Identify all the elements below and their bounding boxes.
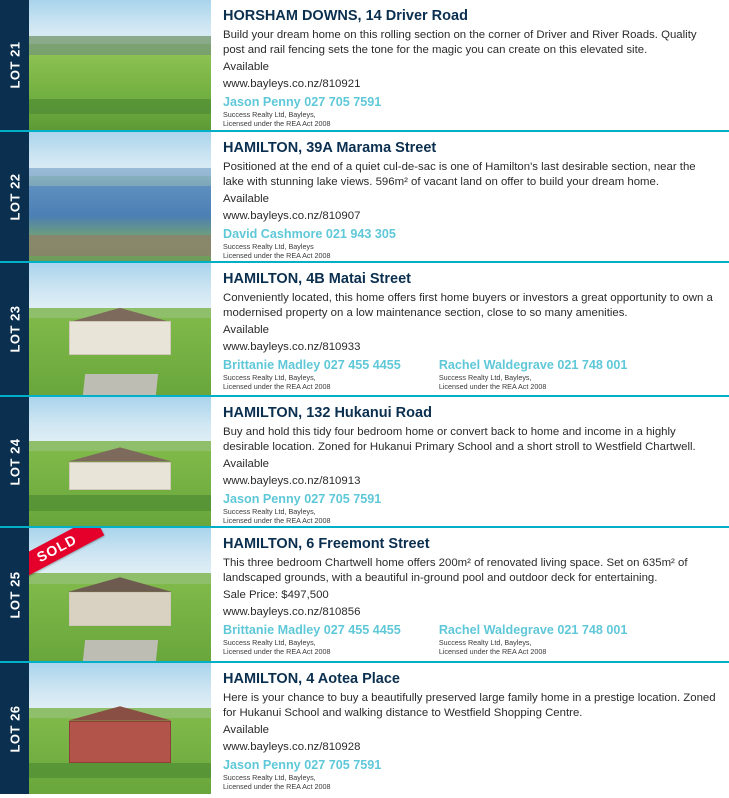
agent[interactable] bbox=[439, 358, 628, 392]
listing-row[interactable] bbox=[0, 132, 729, 263]
listing-availability: Available bbox=[223, 61, 270, 74]
listing-title: HAMILTON, 4 Aotea Place bbox=[223, 671, 400, 687]
agent-licence-line2: Licensed under the REA Act 2008 bbox=[438, 646, 547, 656]
listing-description: Conveniently located, this home offers first home buyers or investors a great opportunity to own a modernised property on a low maintenance section, close to so many amenities. bbox=[223, 291, 713, 320]
agent-licence bbox=[223, 639, 401, 656]
photo-roof bbox=[58, 706, 182, 720]
agent-name[interactable]: David Cashmore 021 943 305 bbox=[223, 226, 396, 241]
agent-licence bbox=[223, 774, 381, 791]
property-photo[interactable] bbox=[29, 397, 211, 526]
agent-licence-line1: Success Realty Ltd, Bayleys, bbox=[438, 373, 532, 383]
property-photo[interactable] bbox=[29, 528, 211, 661]
listing-title: HORSHAM DOWNS, 14 Driver Road bbox=[223, 8, 468, 24]
listing-availability: Available bbox=[223, 724, 270, 737]
listing-description: Build your dream home on this rolling section on the corner of Driver and River Roads. Quality post and rail fencing sets the tone for the magic you can create on this elevated site. bbox=[223, 28, 697, 57]
photo-sky bbox=[29, 263, 211, 308]
listing-row[interactable] bbox=[0, 263, 729, 397]
agent-licence-line1: Success Realty Ltd, Bayleys, bbox=[223, 773, 316, 783]
photo-sky bbox=[29, 663, 211, 708]
agent-list bbox=[223, 623, 719, 657]
agent-name[interactable]: Brittanie Madley 027 455 4455 bbox=[223, 357, 401, 372]
sold-badge: SOLD bbox=[29, 528, 104, 580]
agent-licence-line2: Licensed under the REA Act 2008 bbox=[223, 646, 331, 656]
agent-licence-line1: Success Realty Ltd, Bayleys, bbox=[223, 507, 316, 517]
lot-number-label: LOT 22 bbox=[7, 172, 22, 221]
agent-licence bbox=[439, 374, 628, 391]
photo-sky bbox=[29, 397, 211, 441]
property-photo[interactable] bbox=[29, 0, 211, 130]
lot-number-label: LOT 21 bbox=[7, 41, 22, 89]
agent-licence bbox=[223, 111, 381, 128]
listing-sale-price: Sale Price: $497,500 bbox=[223, 589, 329, 602]
agent[interactable] bbox=[223, 758, 381, 792]
agent-licence-line1: Success Realty Ltd, Bayleys, bbox=[223, 373, 316, 383]
listing-title: HAMILTON, 132 Hukanui Road bbox=[223, 405, 432, 421]
lot-number-tab bbox=[0, 397, 29, 526]
lot-number-tab bbox=[0, 263, 29, 395]
agent-licence-line1: Success Realty Ltd, Bayleys, bbox=[223, 638, 316, 648]
listing-row[interactable] bbox=[0, 663, 729, 794]
listing-availability: Available bbox=[223, 324, 270, 337]
property-photo[interactable] bbox=[29, 663, 211, 794]
listing-title: HAMILTON, 6 Freemont Street bbox=[223, 536, 430, 552]
agent-licence bbox=[223, 374, 401, 391]
agent[interactable] bbox=[223, 95, 381, 129]
photo-house bbox=[69, 321, 171, 355]
agent-name[interactable]: Jason Penny 027 705 7591 bbox=[223, 757, 382, 772]
agent-licence-line2: Licensed under the REA Act 2008 bbox=[223, 781, 331, 791]
agent-licence-line2: Licensed under the REA Act 2008 bbox=[223, 381, 331, 391]
lot-number-label: LOT 26 bbox=[7, 704, 22, 753]
property-photo[interactable] bbox=[29, 132, 211, 261]
listing-details bbox=[211, 528, 729, 661]
lot-number-tab bbox=[0, 0, 29, 130]
listing-description: Here is your chance to buy a beautifully preserved large family home in a prestige location. Zoned for Hukanui School and walking distance to Westfield Shopping Centre. bbox=[223, 691, 716, 720]
listing-description: Positioned at the end of a quiet cul-de-sac is one of Hamilton's last desirable section, near the lake with stunning lake views. 596m² of vacant land on offer to build your dream home. bbox=[223, 160, 696, 189]
listing-details bbox=[211, 263, 729, 395]
agent[interactable] bbox=[223, 227, 396, 261]
photo-houses bbox=[29, 235, 211, 256]
agent-list bbox=[223, 358, 719, 392]
agent-licence bbox=[223, 243, 396, 260]
agent-list bbox=[223, 758, 719, 792]
agent-licence-line2: Licensed under the REA Act 2008 bbox=[223, 515, 331, 525]
listing-title: HAMILTON, 39A Marama Street bbox=[223, 140, 437, 156]
agent-name[interactable]: Jason Penny 027 705 7591 bbox=[223, 491, 382, 506]
listing-title: HAMILTON, 4B Matai Street bbox=[223, 271, 411, 287]
agent-name[interactable]: Rachel Waldegrave 021 748 001 bbox=[438, 622, 628, 637]
agent-licence bbox=[439, 639, 628, 656]
agent-licence-line1: Success Realty Ltd, Bayleys bbox=[223, 242, 314, 252]
photo-hedge bbox=[29, 495, 211, 510]
agent-name[interactable]: Brittanie Madley 027 455 4455 bbox=[223, 622, 401, 637]
agent[interactable] bbox=[223, 623, 401, 657]
listing-weblink[interactable]: www.bayleys.co.nz/810856 bbox=[223, 606, 361, 619]
listing-details bbox=[211, 663, 729, 794]
agent-list bbox=[223, 227, 719, 261]
agent-licence-line1: Success Realty Ltd, Bayleys, bbox=[438, 638, 532, 648]
listing-details bbox=[211, 397, 729, 526]
photo-driveway bbox=[82, 640, 157, 661]
agent-name[interactable]: Rachel Waldegrave 021 748 001 bbox=[438, 357, 628, 372]
listing-weblink[interactable]: www.bayleys.co.nz/810907 bbox=[223, 210, 361, 223]
listing-row[interactable] bbox=[0, 0, 729, 132]
agent-licence-line2: Licensed under the REA Act 2008 bbox=[223, 250, 331, 260]
listing-details bbox=[211, 132, 729, 261]
agent[interactable] bbox=[223, 358, 401, 392]
listing-weblink[interactable]: www.bayleys.co.nz/810921 bbox=[223, 78, 361, 91]
lot-number-tab bbox=[0, 663, 29, 794]
lot-number-tab bbox=[0, 528, 29, 661]
listing-description: Buy and hold this tidy four bedroom home or convert back to home and income in a highly desirable location. Zoned for Hukanui Primary School and a short stroll to Westfield Chartwell. bbox=[223, 425, 696, 454]
agent-name[interactable]: Jason Penny 027 705 7591 bbox=[223, 94, 382, 109]
agent-licence bbox=[223, 508, 381, 525]
photo-driveway bbox=[82, 374, 157, 395]
listing-weblink[interactable]: www.bayleys.co.nz/810913 bbox=[223, 475, 361, 488]
agent-licence-line1: Success Realty Ltd, Bayleys, bbox=[223, 110, 316, 120]
agent-list bbox=[223, 492, 719, 526]
agent-licence-line2: Licensed under the REA Act 2008 bbox=[223, 118, 331, 128]
photo-hedge bbox=[29, 99, 211, 115]
listing-availability: Available bbox=[223, 458, 270, 471]
listing-row[interactable] bbox=[0, 397, 729, 528]
listing-availability: Available bbox=[223, 193, 270, 206]
lot-number-tab bbox=[0, 132, 29, 261]
agent-licence-line2: Licensed under the REA Act 2008 bbox=[438, 381, 547, 391]
photo-house bbox=[69, 592, 171, 627]
listing-weblink[interactable]: www.bayleys.co.nz/810933 bbox=[223, 341, 361, 354]
lot-number-label: LOT 23 bbox=[7, 305, 22, 353]
agent[interactable] bbox=[439, 623, 628, 657]
listing-row[interactable] bbox=[0, 528, 729, 663]
listing-details bbox=[211, 0, 729, 130]
lot-number-label: LOT 24 bbox=[7, 437, 22, 486]
listing-description: This three bedroom Chartwell home offers 200m² of renovated living space. Set on 635m² of landscaped grounds, with a beautiful in-ground pool and outdoor deck for entertaining. bbox=[223, 556, 688, 585]
photo-house bbox=[69, 462, 171, 490]
photo-paddock bbox=[29, 55, 211, 130]
agent-list bbox=[223, 95, 719, 129]
lot-number-label: LOT 25 bbox=[7, 570, 22, 619]
photo-house bbox=[69, 721, 171, 763]
agent[interactable] bbox=[223, 492, 381, 526]
property-photo[interactable] bbox=[29, 263, 211, 395]
photo-hedge bbox=[29, 763, 211, 779]
listing-weblink[interactable]: www.bayleys.co.nz/810928 bbox=[223, 741, 361, 754]
